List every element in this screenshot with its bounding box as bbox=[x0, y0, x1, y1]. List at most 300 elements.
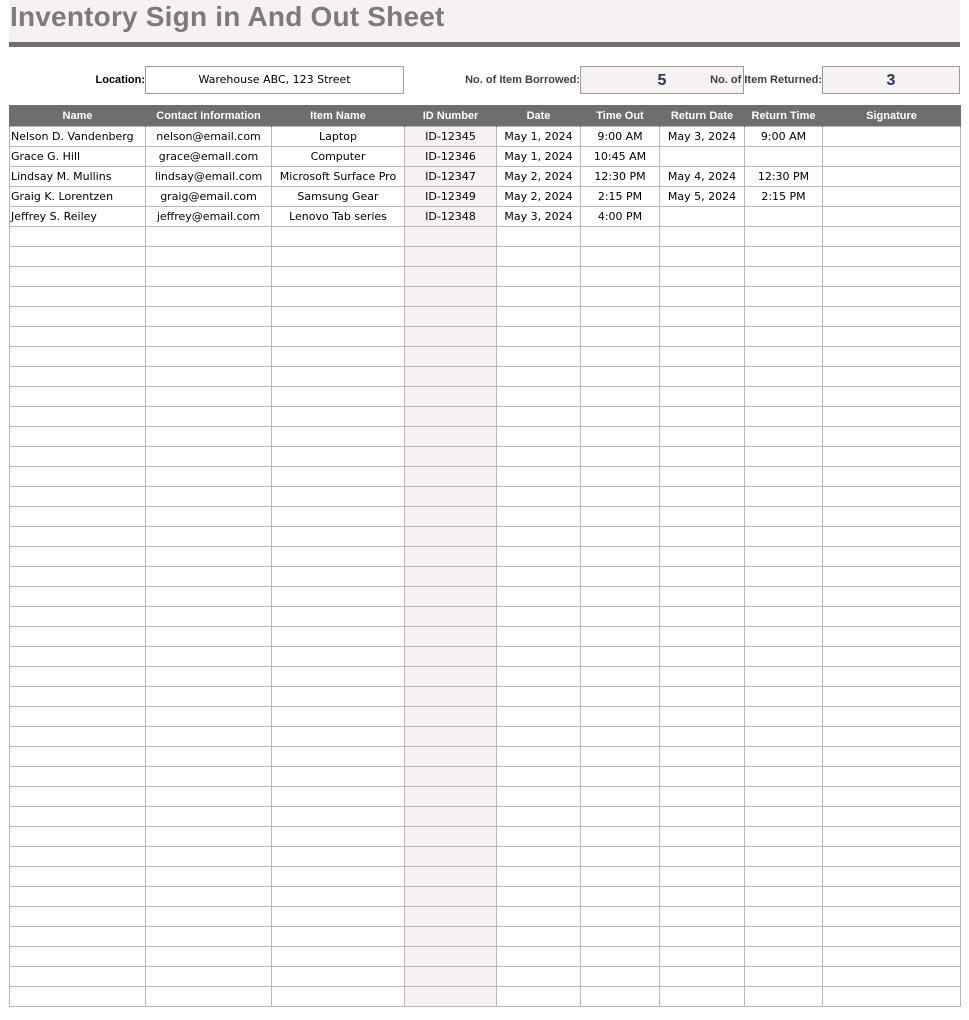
return-date-cell[interactable] bbox=[660, 447, 745, 467]
date-cell[interactable]: May 2, 2024 bbox=[497, 187, 581, 207]
return-date-cell[interactable] bbox=[660, 647, 745, 667]
name-cell[interactable] bbox=[10, 927, 146, 947]
time-out-cell[interactable]: 12:30 PM bbox=[581, 167, 660, 187]
time-out-cell[interactable] bbox=[581, 887, 660, 907]
item-name-cell[interactable] bbox=[272, 707, 405, 727]
contact-cell[interactable] bbox=[146, 587, 272, 607]
name-cell[interactable] bbox=[10, 747, 146, 767]
name-cell[interactable] bbox=[10, 287, 146, 307]
name-cell[interactable] bbox=[10, 367, 146, 387]
date-cell[interactable] bbox=[497, 667, 581, 687]
name-cell[interactable]: Jeffrey S. Reiley bbox=[10, 207, 146, 227]
id-number-cell[interactable] bbox=[405, 887, 497, 907]
item-name-cell[interactable] bbox=[272, 527, 405, 547]
items-borrowed-count[interactable]: 5 bbox=[580, 66, 744, 94]
return-time-cell[interactable]: 2:15 PM bbox=[745, 187, 823, 207]
item-name-cell[interactable]: Laptop bbox=[272, 127, 405, 147]
name-cell[interactable] bbox=[10, 727, 146, 747]
contact-cell[interactable] bbox=[146, 927, 272, 947]
contact-cell[interactable] bbox=[146, 427, 272, 447]
time-out-cell[interactable] bbox=[581, 367, 660, 387]
contact-cell[interactable] bbox=[146, 687, 272, 707]
id-number-cell[interactable] bbox=[405, 447, 497, 467]
return-time-cell[interactable] bbox=[745, 287, 823, 307]
id-number-cell[interactable]: ID-12347 bbox=[405, 167, 497, 187]
id-number-cell[interactable] bbox=[405, 787, 497, 807]
signature-cell[interactable] bbox=[823, 407, 961, 427]
id-number-cell[interactable] bbox=[405, 927, 497, 947]
return-date-cell[interactable] bbox=[660, 867, 745, 887]
date-cell[interactable] bbox=[497, 487, 581, 507]
date-cell[interactable] bbox=[497, 767, 581, 787]
item-name-cell[interactable] bbox=[272, 287, 405, 307]
name-cell[interactable] bbox=[10, 947, 146, 967]
time-out-cell[interactable] bbox=[581, 987, 660, 1007]
return-date-cell[interactable] bbox=[660, 327, 745, 347]
return-date-cell[interactable] bbox=[660, 147, 745, 167]
return-date-cell[interactable] bbox=[660, 367, 745, 387]
item-name-cell[interactable] bbox=[272, 687, 405, 707]
name-cell[interactable] bbox=[10, 247, 146, 267]
item-name-cell[interactable] bbox=[272, 887, 405, 907]
return-date-cell[interactable] bbox=[660, 907, 745, 927]
signature-cell[interactable] bbox=[823, 547, 961, 567]
name-cell[interactable] bbox=[10, 607, 146, 627]
contact-cell[interactable]: jeffrey@email.com bbox=[146, 207, 272, 227]
signature-cell[interactable] bbox=[823, 967, 961, 987]
id-number-cell[interactable] bbox=[405, 267, 497, 287]
id-number-cell[interactable] bbox=[405, 407, 497, 427]
signature-cell[interactable] bbox=[823, 767, 961, 787]
location-field[interactable]: Warehouse ABC, 123 Street bbox=[145, 66, 404, 94]
return-time-cell[interactable] bbox=[745, 827, 823, 847]
item-name-cell[interactable] bbox=[272, 307, 405, 327]
contact-cell[interactable] bbox=[146, 487, 272, 507]
return-time-cell[interactable] bbox=[745, 447, 823, 467]
signature-cell[interactable] bbox=[823, 927, 961, 947]
id-number-cell[interactable] bbox=[405, 987, 497, 1007]
date-cell[interactable] bbox=[497, 807, 581, 827]
item-name-cell[interactable] bbox=[272, 487, 405, 507]
id-number-cell[interactable] bbox=[405, 327, 497, 347]
time-out-cell[interactable] bbox=[581, 827, 660, 847]
date-cell[interactable]: May 3, 2024 bbox=[497, 207, 581, 227]
id-number-cell[interactable] bbox=[405, 747, 497, 767]
contact-cell[interactable] bbox=[146, 767, 272, 787]
id-number-cell[interactable] bbox=[405, 387, 497, 407]
contact-cell[interactable] bbox=[146, 967, 272, 987]
date-cell[interactable] bbox=[497, 947, 581, 967]
item-name-cell[interactable] bbox=[272, 987, 405, 1007]
contact-cell[interactable] bbox=[146, 647, 272, 667]
contact-cell[interactable] bbox=[146, 227, 272, 247]
name-cell[interactable] bbox=[10, 867, 146, 887]
return-time-cell[interactable] bbox=[745, 387, 823, 407]
time-out-cell[interactable] bbox=[581, 867, 660, 887]
signature-cell[interactable] bbox=[823, 127, 961, 147]
id-number-cell[interactable] bbox=[405, 567, 497, 587]
return-time-cell[interactable] bbox=[745, 207, 823, 227]
time-out-cell[interactable] bbox=[581, 467, 660, 487]
id-number-cell[interactable] bbox=[405, 967, 497, 987]
time-out-cell[interactable] bbox=[581, 727, 660, 747]
signature-cell[interactable] bbox=[823, 907, 961, 927]
id-number-cell[interactable] bbox=[405, 907, 497, 927]
contact-cell[interactable] bbox=[146, 747, 272, 767]
return-date-cell[interactable] bbox=[660, 487, 745, 507]
date-cell[interactable] bbox=[497, 847, 581, 867]
name-cell[interactable] bbox=[10, 707, 146, 727]
return-time-cell[interactable] bbox=[745, 767, 823, 787]
return-date-cell[interactable] bbox=[660, 707, 745, 727]
time-out-cell[interactable] bbox=[581, 927, 660, 947]
signature-cell[interactable] bbox=[823, 707, 961, 727]
name-cell[interactable] bbox=[10, 327, 146, 347]
signature-cell[interactable] bbox=[823, 587, 961, 607]
id-number-cell[interactable] bbox=[405, 847, 497, 867]
return-time-cell[interactable] bbox=[745, 147, 823, 167]
date-cell[interactable] bbox=[497, 447, 581, 467]
contact-cell[interactable] bbox=[146, 547, 272, 567]
date-cell[interactable] bbox=[497, 647, 581, 667]
contact-cell[interactable] bbox=[146, 387, 272, 407]
item-name-cell[interactable] bbox=[272, 647, 405, 667]
name-cell[interactable] bbox=[10, 347, 146, 367]
return-time-cell[interactable] bbox=[745, 367, 823, 387]
date-cell[interactable] bbox=[497, 407, 581, 427]
contact-cell[interactable] bbox=[146, 847, 272, 867]
return-date-cell[interactable] bbox=[660, 427, 745, 447]
time-out-cell[interactable] bbox=[581, 627, 660, 647]
contact-cell[interactable]: nelson@email.com bbox=[146, 127, 272, 147]
date-cell[interactable] bbox=[497, 727, 581, 747]
id-number-cell[interactable] bbox=[405, 467, 497, 487]
return-date-cell[interactable]: May 4, 2024 bbox=[660, 167, 745, 187]
id-number-cell[interactable] bbox=[405, 347, 497, 367]
name-cell[interactable] bbox=[10, 427, 146, 447]
date-cell[interactable]: May 1, 2024 bbox=[497, 127, 581, 147]
time-out-cell[interactable]: 10:45 AM bbox=[581, 147, 660, 167]
id-number-cell[interactable] bbox=[405, 807, 497, 827]
date-cell[interactable] bbox=[497, 887, 581, 907]
contact-cell[interactable] bbox=[146, 507, 272, 527]
date-cell[interactable] bbox=[497, 307, 581, 327]
name-cell[interactable] bbox=[10, 847, 146, 867]
contact-cell[interactable] bbox=[146, 287, 272, 307]
item-name-cell[interactable] bbox=[272, 347, 405, 367]
time-out-cell[interactable] bbox=[581, 567, 660, 587]
name-cell[interactable] bbox=[10, 527, 146, 547]
id-number-cell[interactable] bbox=[405, 547, 497, 567]
item-name-cell[interactable] bbox=[272, 927, 405, 947]
contact-cell[interactable] bbox=[146, 667, 272, 687]
date-cell[interactable]: May 1, 2024 bbox=[497, 147, 581, 167]
contact-cell[interactable] bbox=[146, 807, 272, 827]
id-number-cell[interactable]: ID-12345 bbox=[405, 127, 497, 147]
contact-cell[interactable] bbox=[146, 867, 272, 887]
return-time-cell[interactable] bbox=[745, 927, 823, 947]
signature-cell[interactable] bbox=[823, 367, 961, 387]
date-cell[interactable] bbox=[497, 707, 581, 727]
name-cell[interactable] bbox=[10, 967, 146, 987]
time-out-cell[interactable] bbox=[581, 227, 660, 247]
return-time-cell[interactable] bbox=[745, 887, 823, 907]
item-name-cell[interactable] bbox=[272, 827, 405, 847]
return-date-cell[interactable]: May 5, 2024 bbox=[660, 187, 745, 207]
signature-cell[interactable] bbox=[823, 827, 961, 847]
time-out-cell[interactable] bbox=[581, 287, 660, 307]
time-out-cell[interactable] bbox=[581, 247, 660, 267]
time-out-cell[interactable] bbox=[581, 387, 660, 407]
contact-cell[interactable] bbox=[146, 247, 272, 267]
date-cell[interactable] bbox=[497, 287, 581, 307]
name-cell[interactable] bbox=[10, 907, 146, 927]
id-number-cell[interactable] bbox=[405, 647, 497, 667]
id-number-cell[interactable] bbox=[405, 487, 497, 507]
name-cell[interactable]: Grace G. Hill bbox=[10, 147, 146, 167]
id-number-cell[interactable] bbox=[405, 867, 497, 887]
id-number-cell[interactable] bbox=[405, 627, 497, 647]
time-out-cell[interactable] bbox=[581, 747, 660, 767]
signature-cell[interactable] bbox=[823, 427, 961, 447]
time-out-cell[interactable] bbox=[581, 487, 660, 507]
time-out-cell[interactable] bbox=[581, 307, 660, 327]
time-out-cell[interactable] bbox=[581, 667, 660, 687]
signature-cell[interactable] bbox=[823, 187, 961, 207]
time-out-cell[interactable] bbox=[581, 687, 660, 707]
signature-cell[interactable] bbox=[823, 327, 961, 347]
return-time-cell[interactable]: 9:00 AM bbox=[745, 127, 823, 147]
signature-cell[interactable] bbox=[823, 787, 961, 807]
return-date-cell[interactable]: May 3, 2024 bbox=[660, 127, 745, 147]
return-date-cell[interactable] bbox=[660, 207, 745, 227]
signature-cell[interactable] bbox=[823, 667, 961, 687]
return-date-cell[interactable] bbox=[660, 547, 745, 567]
contact-cell[interactable]: grace@email.com bbox=[146, 147, 272, 167]
name-cell[interactable] bbox=[10, 687, 146, 707]
item-name-cell[interactable]: Computer bbox=[272, 147, 405, 167]
contact-cell[interactable] bbox=[146, 987, 272, 1007]
date-cell[interactable] bbox=[497, 327, 581, 347]
return-date-cell[interactable] bbox=[660, 267, 745, 287]
name-cell[interactable] bbox=[10, 487, 146, 507]
item-name-cell[interactable]: Microsoft Surface Pro bbox=[272, 167, 405, 187]
item-name-cell[interactable] bbox=[272, 247, 405, 267]
return-date-cell[interactable] bbox=[660, 587, 745, 607]
return-date-cell[interactable] bbox=[660, 667, 745, 687]
date-cell[interactable] bbox=[497, 687, 581, 707]
signature-cell[interactable] bbox=[823, 447, 961, 467]
id-number-cell[interactable]: ID-12348 bbox=[405, 207, 497, 227]
name-cell[interactable] bbox=[10, 387, 146, 407]
return-time-cell[interactable] bbox=[745, 747, 823, 767]
return-date-cell[interactable] bbox=[660, 967, 745, 987]
date-cell[interactable] bbox=[497, 347, 581, 367]
return-time-cell[interactable] bbox=[745, 627, 823, 647]
item-name-cell[interactable] bbox=[272, 967, 405, 987]
return-time-cell[interactable] bbox=[745, 467, 823, 487]
name-cell[interactable] bbox=[10, 507, 146, 527]
contact-cell[interactable] bbox=[146, 407, 272, 427]
date-cell[interactable] bbox=[497, 247, 581, 267]
item-name-cell[interactable] bbox=[272, 907, 405, 927]
date-cell[interactable] bbox=[497, 507, 581, 527]
name-cell[interactable] bbox=[10, 227, 146, 247]
contact-cell[interactable]: graig@email.com bbox=[146, 187, 272, 207]
return-date-cell[interactable] bbox=[660, 887, 745, 907]
signature-cell[interactable] bbox=[823, 747, 961, 767]
signature-cell[interactable] bbox=[823, 207, 961, 227]
item-name-cell[interactable] bbox=[272, 227, 405, 247]
return-time-cell[interactable] bbox=[745, 507, 823, 527]
date-cell[interactable] bbox=[497, 607, 581, 627]
return-time-cell[interactable] bbox=[745, 707, 823, 727]
time-out-cell[interactable] bbox=[581, 947, 660, 967]
name-cell[interactable] bbox=[10, 887, 146, 907]
name-cell[interactable] bbox=[10, 667, 146, 687]
contact-cell[interactable] bbox=[146, 947, 272, 967]
signature-cell[interactable] bbox=[823, 507, 961, 527]
return-date-cell[interactable] bbox=[660, 847, 745, 867]
contact-cell[interactable] bbox=[146, 447, 272, 467]
id-number-cell[interactable] bbox=[405, 827, 497, 847]
name-cell[interactable] bbox=[10, 547, 146, 567]
return-time-cell[interactable] bbox=[745, 947, 823, 967]
return-date-cell[interactable] bbox=[660, 787, 745, 807]
contact-cell[interactable] bbox=[146, 367, 272, 387]
name-cell[interactable] bbox=[10, 407, 146, 427]
item-name-cell[interactable] bbox=[272, 267, 405, 287]
contact-cell[interactable] bbox=[146, 607, 272, 627]
name-cell[interactable] bbox=[10, 267, 146, 287]
item-name-cell[interactable] bbox=[272, 587, 405, 607]
return-date-cell[interactable] bbox=[660, 827, 745, 847]
contact-cell[interactable] bbox=[146, 707, 272, 727]
date-cell[interactable] bbox=[497, 567, 581, 587]
id-number-cell[interactable] bbox=[405, 307, 497, 327]
return-date-cell[interactable] bbox=[660, 567, 745, 587]
item-name-cell[interactable] bbox=[272, 747, 405, 767]
signature-cell[interactable] bbox=[823, 887, 961, 907]
id-number-cell[interactable] bbox=[405, 607, 497, 627]
time-out-cell[interactable] bbox=[581, 647, 660, 667]
contact-cell[interactable] bbox=[146, 327, 272, 347]
item-name-cell[interactable] bbox=[272, 547, 405, 567]
time-out-cell[interactable] bbox=[581, 967, 660, 987]
id-number-cell[interactable] bbox=[405, 667, 497, 687]
date-cell[interactable] bbox=[497, 627, 581, 647]
time-out-cell[interactable] bbox=[581, 527, 660, 547]
return-date-cell[interactable] bbox=[660, 507, 745, 527]
date-cell[interactable] bbox=[497, 827, 581, 847]
signature-cell[interactable] bbox=[823, 727, 961, 747]
item-name-cell[interactable] bbox=[272, 567, 405, 587]
signature-cell[interactable] bbox=[823, 167, 961, 187]
return-time-cell[interactable] bbox=[745, 547, 823, 567]
time-out-cell[interactable] bbox=[581, 447, 660, 467]
return-date-cell[interactable] bbox=[660, 727, 745, 747]
signature-cell[interactable] bbox=[823, 807, 961, 827]
contact-cell[interactable] bbox=[146, 567, 272, 587]
item-name-cell[interactable] bbox=[272, 627, 405, 647]
signature-cell[interactable] bbox=[823, 247, 961, 267]
return-time-cell[interactable] bbox=[745, 407, 823, 427]
date-cell[interactable] bbox=[497, 747, 581, 767]
signature-cell[interactable] bbox=[823, 607, 961, 627]
return-time-cell[interactable] bbox=[745, 967, 823, 987]
item-name-cell[interactable] bbox=[272, 447, 405, 467]
date-cell[interactable] bbox=[497, 367, 581, 387]
name-cell[interactable] bbox=[10, 587, 146, 607]
item-name-cell[interactable] bbox=[272, 727, 405, 747]
name-cell[interactable] bbox=[10, 307, 146, 327]
return-time-cell[interactable] bbox=[745, 487, 823, 507]
contact-cell[interactable] bbox=[146, 347, 272, 367]
time-out-cell[interactable] bbox=[581, 847, 660, 867]
id-number-cell[interactable] bbox=[405, 727, 497, 747]
return-date-cell[interactable] bbox=[660, 687, 745, 707]
item-name-cell[interactable] bbox=[272, 467, 405, 487]
return-time-cell[interactable] bbox=[745, 347, 823, 367]
id-number-cell[interactable] bbox=[405, 507, 497, 527]
name-cell[interactable]: Nelson D. Vandenberg bbox=[10, 127, 146, 147]
contact-cell[interactable] bbox=[146, 887, 272, 907]
signature-cell[interactable] bbox=[823, 467, 961, 487]
name-cell[interactable] bbox=[10, 647, 146, 667]
date-cell[interactable] bbox=[497, 427, 581, 447]
return-time-cell[interactable] bbox=[745, 527, 823, 547]
item-name-cell[interactable] bbox=[272, 947, 405, 967]
date-cell[interactable] bbox=[497, 387, 581, 407]
item-name-cell[interactable] bbox=[272, 807, 405, 827]
return-time-cell[interactable] bbox=[745, 247, 823, 267]
item-name-cell[interactable] bbox=[272, 607, 405, 627]
return-date-cell[interactable] bbox=[660, 947, 745, 967]
date-cell[interactable] bbox=[497, 467, 581, 487]
item-name-cell[interactable] bbox=[272, 867, 405, 887]
return-date-cell[interactable] bbox=[660, 627, 745, 647]
contact-cell[interactable] bbox=[146, 727, 272, 747]
item-name-cell[interactable]: Samsung Gear bbox=[272, 187, 405, 207]
return-time-cell[interactable] bbox=[745, 227, 823, 247]
date-cell[interactable] bbox=[497, 867, 581, 887]
id-number-cell[interactable] bbox=[405, 767, 497, 787]
id-number-cell[interactable] bbox=[405, 587, 497, 607]
return-time-cell[interactable] bbox=[745, 727, 823, 747]
return-time-cell[interactable] bbox=[745, 847, 823, 867]
signature-cell[interactable] bbox=[823, 567, 961, 587]
contact-cell[interactable] bbox=[146, 827, 272, 847]
contact-cell[interactable] bbox=[146, 307, 272, 327]
date-cell[interactable] bbox=[497, 587, 581, 607]
name-cell[interactable] bbox=[10, 787, 146, 807]
time-out-cell[interactable] bbox=[581, 807, 660, 827]
id-number-cell[interactable] bbox=[405, 227, 497, 247]
signature-cell[interactable] bbox=[823, 267, 961, 287]
item-name-cell[interactable] bbox=[272, 767, 405, 787]
date-cell[interactable] bbox=[497, 927, 581, 947]
id-number-cell[interactable] bbox=[405, 947, 497, 967]
time-out-cell[interactable] bbox=[581, 267, 660, 287]
time-out-cell[interactable] bbox=[581, 707, 660, 727]
return-date-cell[interactable] bbox=[660, 307, 745, 327]
return-time-cell[interactable] bbox=[745, 607, 823, 627]
name-cell[interactable] bbox=[10, 987, 146, 1007]
time-out-cell[interactable] bbox=[581, 327, 660, 347]
time-out-cell[interactable] bbox=[581, 907, 660, 927]
return-time-cell[interactable]: 12:30 PM bbox=[745, 167, 823, 187]
id-number-cell[interactable] bbox=[405, 427, 497, 447]
